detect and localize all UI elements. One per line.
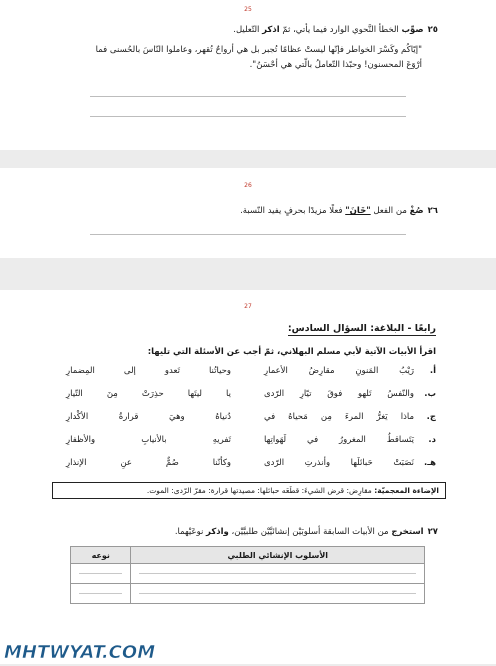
verse-second-hemistich: وكأنّنا صُمٌّ عنِ الإنذارِ	[66, 458, 231, 468]
answer-cell[interactable]	[131, 564, 425, 584]
page-25	[0, 0, 496, 150]
verse-second-hemistich: دُنياهُ وهيَ قرارةُ الأكْدارِ	[66, 412, 231, 422]
question-number: ٢٥	[427, 25, 438, 35]
question-text: من الفعل	[370, 206, 410, 216]
question-text: من الأبيات السابقة أسلوبَيْن إنشائيَّيْن طلبيَّيْن،	[228, 527, 392, 537]
section-instruction: اقرأ الأبيات الآتية لأبي مسلم البهلاني، ثمّ أجب عن الأسئلة التي تليها:	[147, 347, 436, 357]
watermark-logo-icon	[2, 640, 212, 662]
question-verb: استخرج	[391, 527, 424, 537]
verse-label: ج.	[426, 412, 436, 422]
page-26	[0, 168, 496, 258]
question-text: التّعليل.	[233, 25, 263, 35]
verse-line	[60, 435, 436, 449]
answer-cell[interactable]	[131, 584, 425, 604]
page-number: 25	[244, 6, 252, 13]
verse-line	[60, 458, 436, 472]
underlined-word: "خَانَ"	[345, 206, 371, 216]
answer-line[interactable]	[90, 96, 406, 97]
verse-line	[60, 389, 436, 403]
vocabulary-box	[52, 482, 446, 499]
verse-second-hemistich: وحياتُنا تَعدو إلى المِضمارِ	[66, 366, 231, 376]
question-verb: صُغْ	[409, 206, 424, 216]
verse-first-hemistich: ماذا يَغرُّ المرءَ مِن مَحياهُ في	[264, 412, 414, 422]
answer-cell[interactable]	[71, 564, 131, 584]
vocabulary-items: مقارِض: قرض الشيءَ: قطَعَه حبائلها: مصيدتها قرارة: مقرّ الرّدى: الموت.	[146, 486, 375, 495]
quote-line: أرْوَعَ المحسنون! وحبّذا التّعاملُ بالّتي هي أحْسَنُ".	[249, 60, 422, 70]
verse-first-hemistich: نَصَبَتْ حَبائلَها وأنذرتِ الرّدى	[264, 458, 414, 468]
verse-second-hemistich: تَفريهِ بالأنيابِ والأظفارِ	[66, 435, 231, 445]
table-header-style: الأسلوب الإنشائي الطلبي	[131, 547, 425, 564]
table-header-type: نوعه	[71, 547, 131, 564]
question-text: فعلًا مزيدًا بحرفٍ يفيد النّسبة.	[240, 206, 346, 216]
page-number: 27	[244, 303, 252, 310]
verse-label: هـ.	[423, 458, 436, 468]
verse-first-hemistich: يَتَساقطُ المغرورُ في لَهَواتِها	[264, 435, 414, 445]
table-row	[71, 564, 425, 584]
question-26	[60, 205, 438, 218]
answer-line[interactable]	[90, 116, 406, 117]
site-watermark	[2, 640, 212, 662]
vocabulary-title: الإضاءة المعجميّة:	[374, 486, 439, 495]
question-25	[60, 24, 438, 37]
verse-first-hemistich: رَيْبُ المَنونِ مقارِضُ الأعمارِ	[264, 366, 414, 376]
table-row	[71, 584, 425, 604]
question-verb: اذكر	[262, 25, 280, 35]
quote-line: "إيّاكُم وكَسْرَ الخواطر فإنّها ليستْ عظامًا تُجبر بل هي أرواحٌ تُقهر، وعاملوا النّاسَ بالحُسنى فما	[95, 45, 422, 55]
answer-line[interactable]	[90, 234, 406, 235]
svg-text:MHTWYAT.COM: MHTWYAT.COM	[4, 642, 156, 662]
verse-line	[60, 366, 436, 380]
question-text: نوعَيْهما.	[174, 527, 207, 537]
verse-first-hemistich: والنّفسُ تَلهو فوقَ تيّارِ الرّدى	[264, 389, 414, 399]
answer-cell[interactable]	[71, 584, 131, 604]
verse-label: د.	[428, 435, 436, 445]
answer-table	[70, 546, 425, 604]
question-number: ٢٧	[427, 527, 438, 537]
verse-label: ب.	[424, 389, 436, 399]
page-number: 26	[244, 182, 252, 189]
question-number: ٢٦	[427, 206, 438, 216]
question-text: الخطأ النَّحوي الوارد فيما يأتي، ثمّ	[279, 25, 402, 35]
question-27	[60, 526, 438, 539]
question-verb: صوِّب	[401, 25, 424, 35]
verse-line	[60, 412, 436, 426]
page-27	[0, 290, 496, 664]
verse-label: أ.	[429, 366, 436, 376]
question-verb: واذكر	[206, 527, 229, 537]
verse-second-hemistich: يا ليتَها حذِرَتْ مِنَ التّيارِ	[66, 389, 231, 399]
section-title: رابعًا - البلاغة: السؤال السادس:	[287, 323, 436, 334]
